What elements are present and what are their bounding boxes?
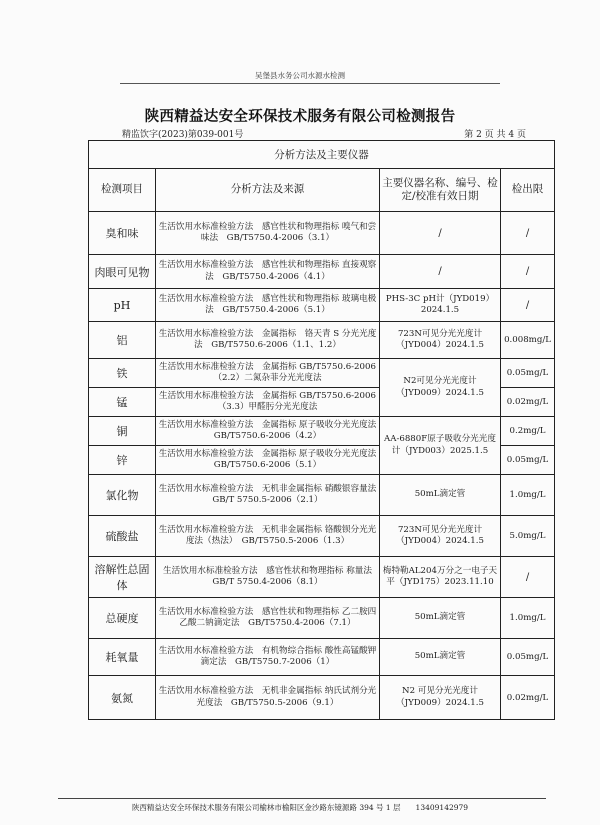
row-instrument: 梅特勒AL204万分之一电子天平（JYD175）2023.11.10 xyxy=(380,557,501,598)
row-instrument: 723N可见分光光度计（JYD004）2024.1.5 xyxy=(380,516,501,557)
row-instrument: / xyxy=(380,255,501,289)
table-row xyxy=(89,289,555,322)
row-instrument: 50mL滴定管 xyxy=(380,598,501,639)
header-item: 检测项目 xyxy=(89,169,156,212)
methods-table xyxy=(88,140,555,720)
row-item: 肉眼可见物 xyxy=(89,255,156,289)
row-instrument: 723N可见分光光度计（JYD004）2024.1.5 xyxy=(380,322,501,359)
row-method: 生活饮用水标准检验方法 感官性状和物理指标 直接观察法 GB/T5750.4-2006（4.1） xyxy=(156,255,380,289)
row-method: 生活饮用水标准检验方法 无机非金属指标 硝酸银容量法 GB/T 5750.5-2006（2.1） xyxy=(156,475,380,516)
header-instrument: 主要仪器名称、编号、检定/校准有效日期 xyxy=(380,169,501,212)
header-method: 分析方法及来源 xyxy=(156,169,380,212)
table-row xyxy=(89,516,555,557)
table-row xyxy=(89,322,555,359)
row-method: 生活饮用水标准检验方法 无机非金属指标 纳氏试剂分光光度法 GB/T5750.5-2006（9.1） xyxy=(156,676,380,720)
row-method: 生活饮用水标准检验方法 无机非金属指标 铬酸钡分光光度法（热法） GB/T5750.5-2006（1.3） xyxy=(156,516,380,557)
row-item: 耗氧量 xyxy=(89,639,156,676)
footer-rule xyxy=(58,798,546,799)
row-item: pH xyxy=(89,289,156,322)
row-item: 锌 xyxy=(89,446,156,475)
row-limit: 1.0mg/L xyxy=(501,475,555,516)
report-title: 陕西精益达安全环保技术服务有限公司检测报告 xyxy=(144,109,456,125)
row-method: 生活饮用水标准检验方法 感官性状和物理指标 玻璃电极法 GB/T5750.4-2006（5.1） xyxy=(156,289,380,322)
row-item: 总硬度 xyxy=(89,598,156,639)
row-limit: 0.02mg/L xyxy=(501,388,555,417)
row-limit: / xyxy=(501,289,555,322)
row-method: 生活饮用水标准检验方法 感官性状和物理指标 嗅气和尝味法 GB/T5750.4-2006（3.1） xyxy=(156,212,380,255)
row-method: 生活饮用水标准检验方法 有机物综合指标 酸性高锰酸钾滴定法 GB/T5750.7-2006（1） xyxy=(156,639,380,676)
row-instrument: AA-6880F原子吸收分光光度计（JYD003）2025.1.5 xyxy=(380,417,501,475)
table-row xyxy=(89,417,555,446)
row-item: 铁 xyxy=(89,359,156,388)
page-indicator: 第 2 页 共 4 页 xyxy=(464,130,526,140)
row-item: 铝 xyxy=(89,322,156,359)
row-item: 氨氮 xyxy=(89,676,156,720)
row-method: 生活饮用水标准检验方法 金属指标 原子吸收分光光度法 GB/T5750.6-2006（4.2） xyxy=(156,417,380,446)
footer-address: 陕西精益达安全环保技术服务有限公司榆林市榆阳区金沙路东镜源路 394 号 1 层 13409142979 xyxy=(131,803,469,812)
row-limit: / xyxy=(501,255,555,289)
table-row xyxy=(89,212,555,255)
row-instrument: / xyxy=(380,212,501,255)
row-item: 硫酸盐 xyxy=(89,516,156,557)
row-limit: 0.2mg/L xyxy=(501,417,555,446)
table-row xyxy=(89,676,555,720)
row-method: 生活饮用水标准检验方法 感官性状和物理指标 乙二胺四乙酸二钠滴定法 GB/T5750.4-2006（7.1） xyxy=(156,598,380,639)
row-item: 锰 xyxy=(89,388,156,417)
header-rule xyxy=(120,83,500,84)
row-limit: / xyxy=(501,212,555,255)
table-row xyxy=(89,475,555,516)
row-instrument: N2 可见分光光度计（JYD009）2024.1.5 xyxy=(380,676,501,720)
org-caption: 吴堡县水务公司水源水检测 xyxy=(255,71,345,80)
row-instrument: PHS-3C pH计（JYD019）2024.1.5 xyxy=(380,289,501,322)
row-method: 生活饮用水标准检验方法 金属指标 GB/T5750.6-2006（3.3）甲醛肟分光光度法 xyxy=(156,388,380,417)
row-method: 生活饮用水标准检验方法 金属指标 铬天青 S 分光光度法 GB/T5750.6-2006（1.1、1.2） xyxy=(156,322,380,359)
table-row xyxy=(89,639,555,676)
row-instrument: 50mL滴定管 xyxy=(380,475,501,516)
row-limit: 0.05mg/L xyxy=(501,639,555,676)
header-limit: 检出限 xyxy=(501,169,555,212)
row-item: 溶解性总固体 xyxy=(89,557,156,598)
row-limit: 5.0mg/L xyxy=(501,516,555,557)
row-limit: 0.05mg/L xyxy=(501,359,555,388)
table-row xyxy=(89,359,555,388)
row-item: 臭和味 xyxy=(89,212,156,255)
row-limit: 0.008mg/L xyxy=(501,322,555,359)
row-item: 氯化物 xyxy=(89,475,156,516)
table-row xyxy=(89,255,555,289)
row-method: 生活饮用水标准检验方法 金属指标 GB/T5750.6-2006（2.2）二氮杂菲分光光度法 xyxy=(156,359,380,388)
row-limit: 1.0mg/L xyxy=(501,598,555,639)
table-row xyxy=(89,557,555,598)
row-instrument: N2可见分光光度计（JYD009）2024.1.5 xyxy=(380,359,501,417)
row-limit: 0.05mg/L xyxy=(501,446,555,475)
row-method: 生活饮用水标准检验方法 金属指标 原子吸收分光光度法 GB/T5750.6-2006（5.1） xyxy=(156,446,380,475)
row-method: 生活饮用水标准检验方法 感官性状和物理指标 称量法 GB/T 5750.4-2006（8.1） xyxy=(156,557,380,598)
row-limit: / xyxy=(501,557,555,598)
row-instrument: 50mL滴定管 xyxy=(380,639,501,676)
table-row xyxy=(89,598,555,639)
row-item: 铜 xyxy=(89,417,156,446)
row-limit: 0.02mg/L xyxy=(501,676,555,720)
report-number: 精监饮字(2023)第039-001号 xyxy=(122,130,244,140)
section-title: 分析方法及主要仪器 xyxy=(89,141,555,169)
